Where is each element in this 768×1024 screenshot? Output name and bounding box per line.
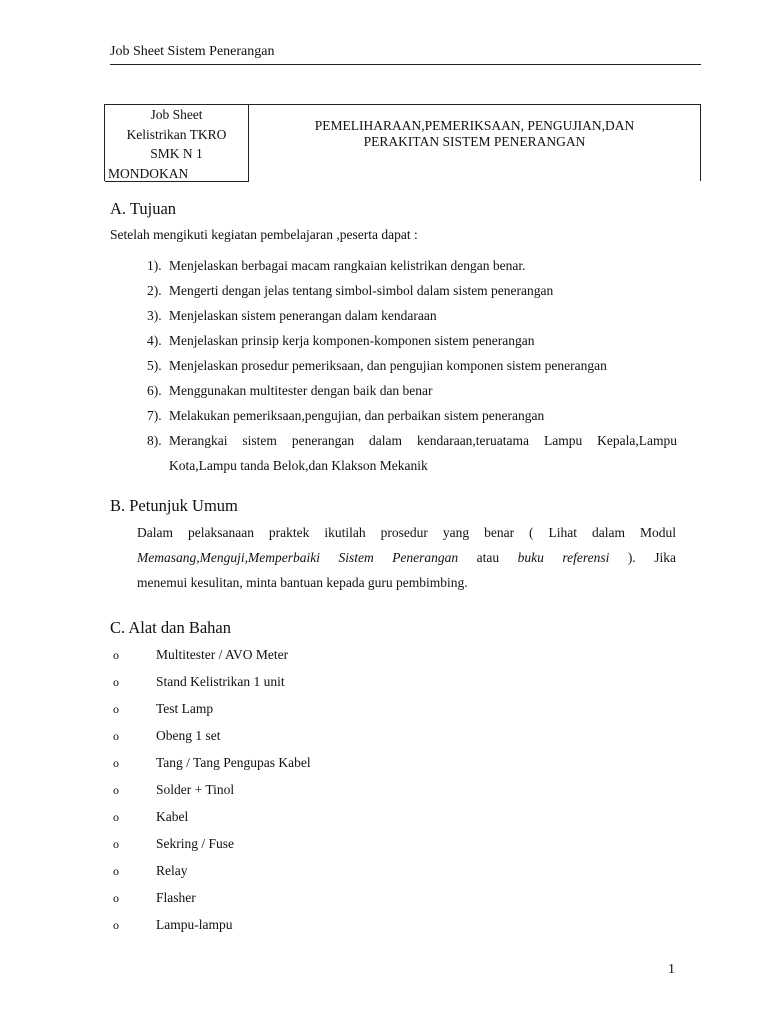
paragraph-line: Dalam pelaksanaan praktek ikutilah prosedur yang benar ( Lihat dalam Modul xyxy=(137,525,676,540)
item-number: 8). xyxy=(147,433,162,448)
list-item xyxy=(113,805,513,832)
bullet-icon: o xyxy=(113,810,119,824)
list-item xyxy=(147,278,677,303)
list-item xyxy=(113,913,513,940)
item-text: Tang / Tang Pengupas Kabel xyxy=(156,755,311,770)
item-text: Lampu-lampu xyxy=(156,917,233,932)
title-table xyxy=(104,104,701,181)
list-item xyxy=(147,253,677,278)
book-reference: buku referensi xyxy=(517,550,610,565)
item-text: Obeng 1 set xyxy=(156,728,221,743)
item-number: 4). xyxy=(147,333,162,348)
item-text: Sekring / Fuse xyxy=(156,836,235,851)
list-item xyxy=(113,724,513,751)
paragraph-text: ). Jika xyxy=(609,550,677,565)
bullet-icon: o xyxy=(113,756,119,770)
item-text: Mengerti dengan jelas tentang simbol-simbol dalam sistem penerangan xyxy=(169,283,554,298)
item-number: 7). xyxy=(147,408,162,423)
list-item xyxy=(113,697,513,724)
section-a-heading: A. Tujuan xyxy=(110,199,177,218)
list-item xyxy=(147,328,677,353)
paragraph-line: menemui kesulitan, minta bantuan kepada guru pembimbing. xyxy=(137,575,468,590)
item-text: Menjelaskan prinsip kerja komponen-komponen sistem penerangan xyxy=(169,333,535,348)
item-text: Stand Kelistrikan 1 unit xyxy=(156,674,285,689)
item-text: Kabel xyxy=(156,809,189,824)
title-left-line: Job Sheet xyxy=(150,107,203,122)
list-item xyxy=(147,378,677,403)
title-left-line: Kelistrikan TKRO xyxy=(126,126,227,142)
bullet-icon: o xyxy=(113,891,119,905)
page-number: 1 xyxy=(668,962,675,977)
item-text: Menggunakan multitester dengan baik dan benar xyxy=(169,383,433,398)
list-item xyxy=(113,778,513,805)
list-item xyxy=(147,353,677,378)
item-text: Melakukan pemeriksaan,pengujian, dan perbaikan sistem penerangan xyxy=(169,408,545,423)
title-right-cell xyxy=(249,118,700,150)
item-text: Menjelaskan prosedur pemeriksaan, dan pengujian komponen sistem penerangan xyxy=(169,358,607,373)
bullet-icon: o xyxy=(113,729,119,743)
list-item xyxy=(147,403,677,428)
bullet-icon: o xyxy=(113,675,119,689)
section-c-heading: C. Alat dan Bahan xyxy=(110,618,231,637)
bullet-icon: o xyxy=(113,864,119,878)
title-left-line: MONDOKAN xyxy=(108,165,189,181)
item-text: Multitester / AVO Meter xyxy=(156,647,289,662)
goals-list xyxy=(147,253,677,478)
list-item xyxy=(113,670,513,697)
bullet-icon: o xyxy=(113,837,119,851)
tools-list xyxy=(113,643,513,940)
item-number: 6). xyxy=(147,383,162,398)
list-item xyxy=(147,428,677,478)
job-title-line: PEMELIHARAAN,PEMERIKSAAN, PENGUJIAN,DAN xyxy=(314,118,635,133)
module-reference: Memasang,Menguji,Memperbaiki Sistem Penerangan xyxy=(137,550,459,565)
bullet-icon: o xyxy=(113,648,119,662)
item-text: Menjelaskan berbagai macam rangkaian kelistrikan dengan benar. xyxy=(169,258,526,273)
item-text: Menjelaskan sistem penerangan dalam kendaraan xyxy=(169,308,437,323)
list-item xyxy=(113,751,513,778)
item-text: Relay xyxy=(156,863,188,878)
item-number: 1). xyxy=(147,258,162,273)
document-title: Job Sheet Sistem Penerangan xyxy=(110,44,275,59)
section-a-intro: Setelah mengikuti kegiatan pembelajaran ,peserta dapat : xyxy=(110,227,418,242)
bullet-icon: o xyxy=(113,918,119,932)
list-item xyxy=(147,303,677,328)
item-number: 2). xyxy=(147,283,162,298)
item-number: 3). xyxy=(147,308,162,323)
item-number: 5). xyxy=(147,358,162,373)
title-left-cell xyxy=(105,105,249,182)
list-item xyxy=(113,859,513,886)
item-text: Solder + Tinol xyxy=(156,782,235,797)
page-header xyxy=(110,44,701,65)
bullet-icon: o xyxy=(113,702,119,716)
list-item xyxy=(113,643,513,670)
item-text: Test Lamp xyxy=(156,701,214,716)
item-text: Flasher xyxy=(156,890,196,905)
item-text: Merangkai sistem penerangan dalam kendaraan,teruatama Lampu Kepala,Lampu Kota,Lampu tanda Belok,dan Klakson Mekanik xyxy=(169,433,677,473)
section-b-heading: B. Petunjuk Umum xyxy=(110,496,238,515)
list-item xyxy=(113,886,513,913)
paragraph-line xyxy=(137,545,676,570)
list-item xyxy=(113,832,513,859)
title-left-line: SMK N 1 xyxy=(150,146,203,161)
bullet-icon: o xyxy=(113,783,119,797)
paragraph-text: atau xyxy=(458,550,518,565)
job-title-line: PERAKITAN SISTEM PENERANGAN xyxy=(363,134,586,149)
instructions-paragraph xyxy=(137,520,676,595)
